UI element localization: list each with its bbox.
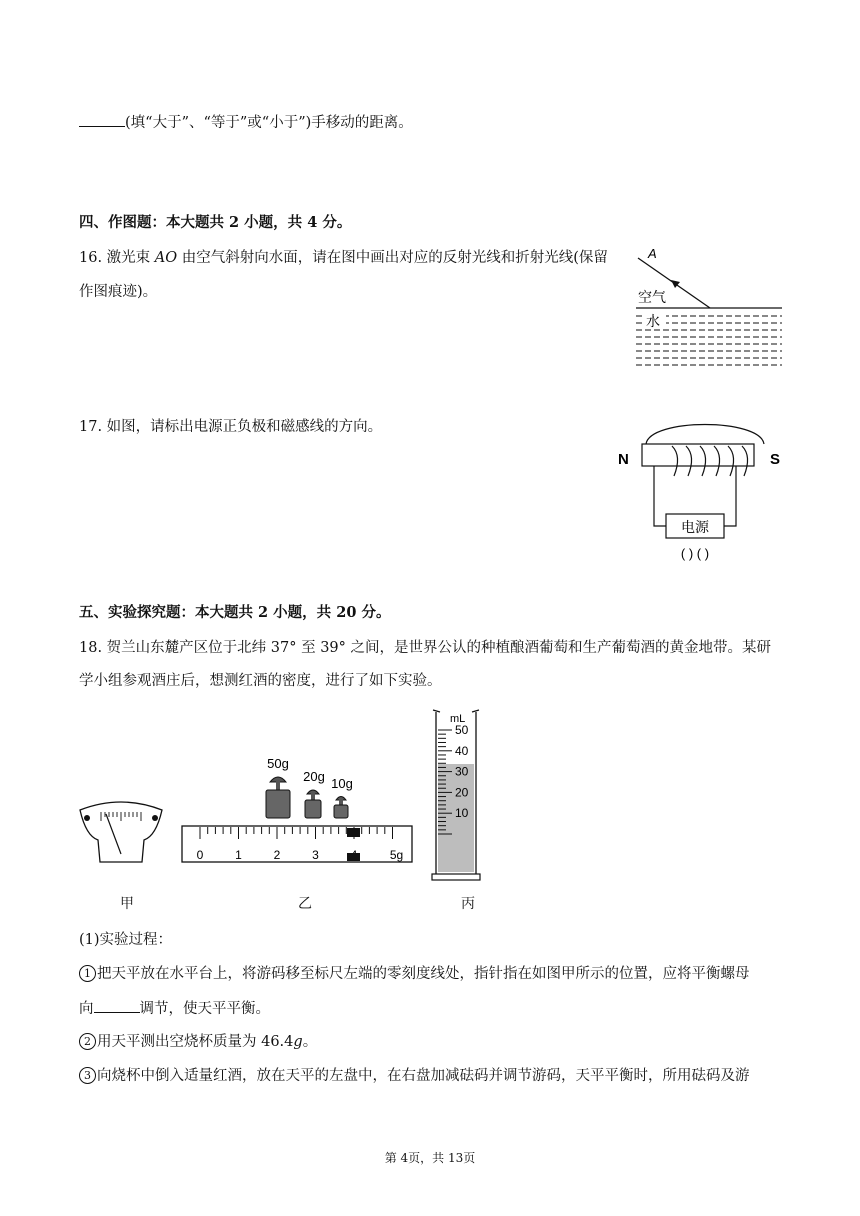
section-4-heading: 四、作图题：本大题共 2 小题，共 4 分。 — [79, 214, 352, 231]
polarity-brackets: ( ) ( ) — [680, 546, 710, 561]
caption-bing: 丙 — [461, 896, 475, 912]
page-footer: 第 4页，共 13页 — [384, 1151, 476, 1165]
process-title: (1)实验过程： — [79, 932, 173, 948]
cylinder-base — [432, 874, 480, 880]
answer-blank-direction[interactable] — [94, 998, 140, 1013]
answer-blank[interactable] — [79, 112, 125, 127]
ruler-label: 3 — [312, 848, 319, 862]
q16-text-line2: 作图痕迹)。 — [79, 284, 158, 300]
step-1-number: 1 — [79, 965, 96, 982]
step-1-line1: 1 把天平放在水平台上，将游码移至标尺左端的零刻度线处，指针指在如图甲所示的位置，应将平衡螺母 — [79, 964, 750, 984]
cylinder-label: 10 — [455, 806, 469, 821]
cylinder-label: 20 — [455, 785, 469, 800]
q16-text-line1: 16. 激光束 AO 由空气斜射向水面，请在图中画出对应的反射光线和折射光线(保留 — [79, 250, 608, 266]
step-3-number: 3 — [79, 1067, 96, 1084]
step-1-line2: 向 调节，使天平平衡。 — [79, 998, 270, 1019]
cylinder-unit: mL — [450, 713, 466, 725]
section-5-heading: 五、实验探究题：本大题共 2 小题，共 20 分。 — [79, 604, 391, 621]
rider-bottom — [347, 853, 360, 861]
weight-label-10g: 10g — [331, 776, 353, 791]
rider-top — [347, 828, 360, 837]
label-water: 水 — [646, 313, 660, 329]
ruler-label: 1 — [235, 848, 242, 862]
balance-dial-figure — [76, 796, 166, 868]
step-3-line: 3 向烧杯中倒入适量红酒，放在天平的左盘中，在右盘加减砝码并调节游码，天平平衡时，所用砝码及游 — [79, 1066, 750, 1086]
cylinder-label: 40 — [455, 743, 469, 758]
label-power-source: 电源 — [681, 519, 709, 535]
weights-ruler-figure — [178, 752, 418, 866]
cylinder-labels — [455, 723, 469, 820]
top-line: (填“大于”、“等于”或“小于”)手移动的距离。 — [79, 112, 413, 133]
q17-text: 17. 如图，请标出电源正负极和磁感线的方向。 — [79, 419, 383, 435]
cylinder-label: 30 — [455, 764, 469, 779]
step-2-number: 2 — [79, 1033, 96, 1050]
ruler-label: 5g — [389, 848, 404, 862]
label-n: N — [618, 451, 629, 468]
label-s: S — [770, 451, 781, 468]
cylinder-label: 50 — [455, 723, 469, 737]
step-2-line: 2 用天平测出空烧杯质量为 46.4g。 — [79, 1032, 317, 1052]
label-a: A — [648, 246, 657, 261]
cylinder-figure — [430, 704, 490, 882]
ruler-label: 2 — [273, 848, 281, 862]
weight-50g — [266, 777, 290, 818]
label-air: 空气 — [638, 289, 666, 305]
weight-label-50g: 50g — [267, 756, 289, 771]
q16-figure — [630, 244, 790, 376]
ruler-label: 0 — [196, 848, 204, 862]
weight-label-20g: 20g — [303, 769, 325, 784]
weight-10g — [334, 797, 348, 819]
q17-figure — [610, 410, 800, 568]
caption-yi: 乙 — [298, 896, 312, 912]
iron-core — [642, 444, 754, 466]
q18-text-line1: 18. 贺兰山东麓产区位于北纬 37° 至 39° 之间，是世界公认的种植酿酒葡萄和生产葡萄酒的黄金地带。某研 — [79, 640, 772, 656]
weight-20g — [305, 790, 321, 818]
caption-jia: 甲 — [120, 896, 134, 912]
q18-text-line2: 学小组参观酒庄后，想测红酒的密度，进行了如下实验。 — [79, 673, 442, 689]
